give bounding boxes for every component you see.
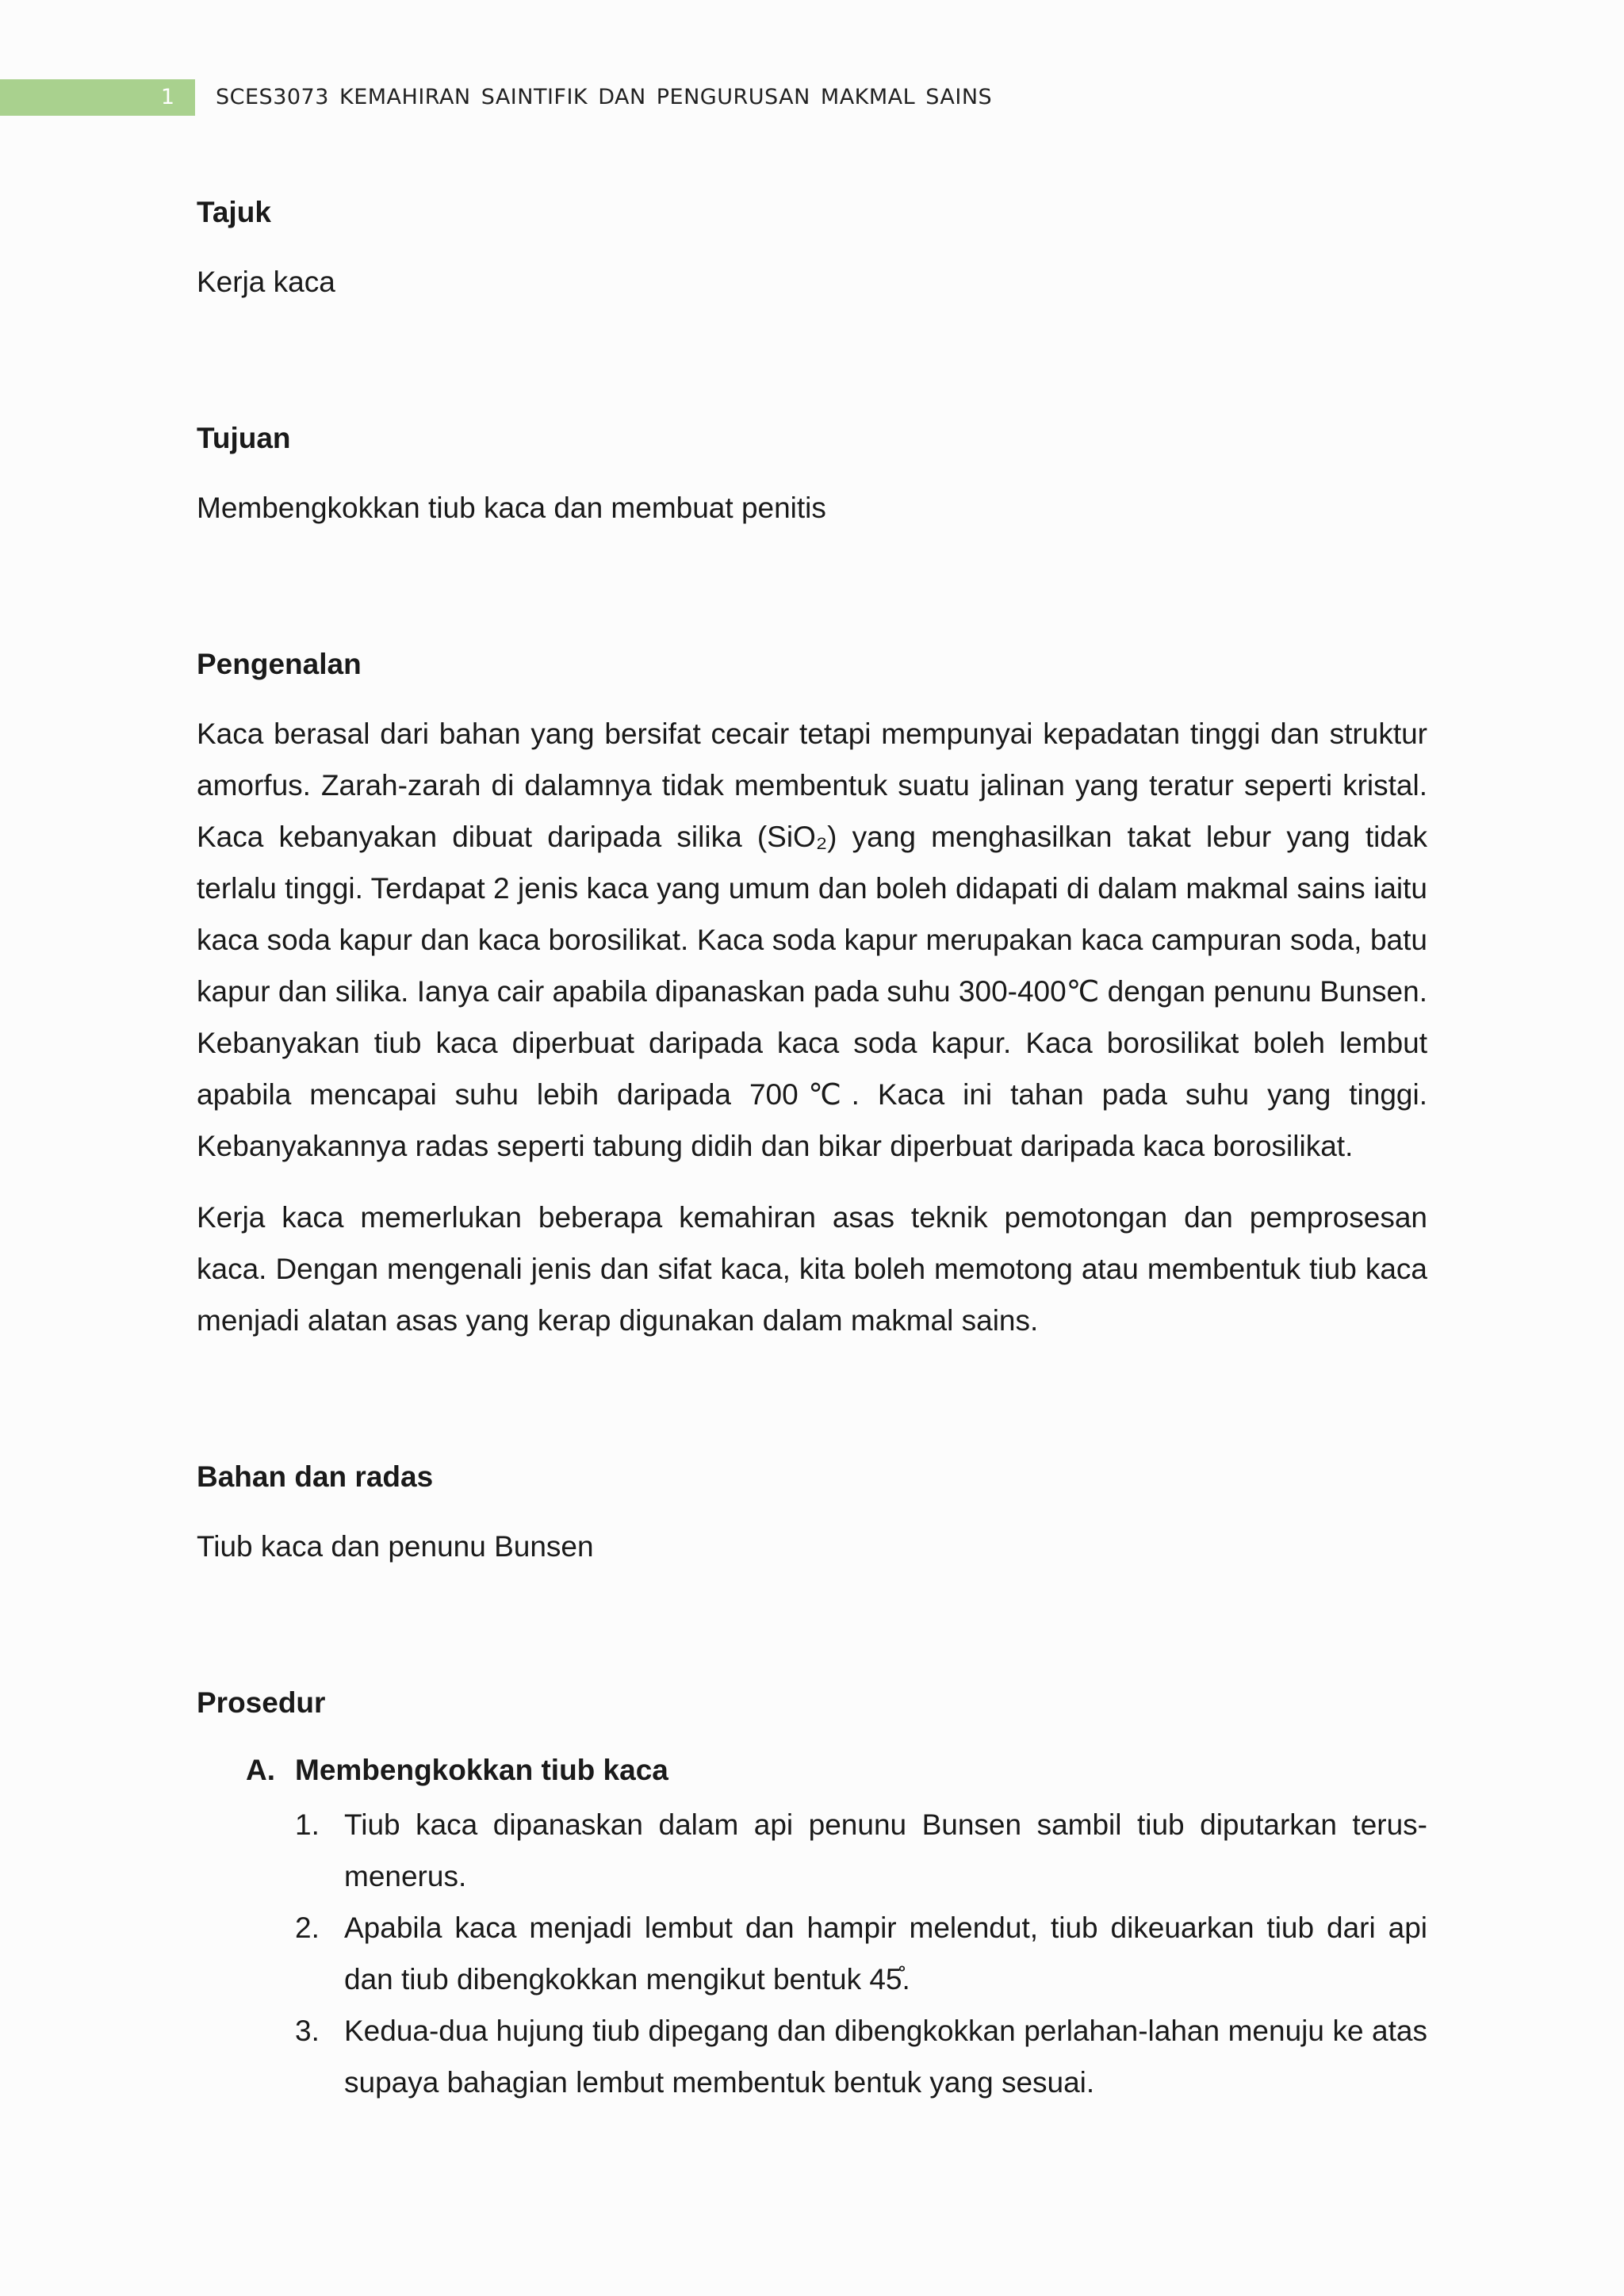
- document-body: [197, 189, 1427, 2108]
- procedure-part-a-marker: A.: [246, 1754, 275, 1786]
- procedure-step-text: Apabila kaca menjadi lembut dan hampir melendut, tiub dikeuarkan tiub dari api dan tiub dibengkokkan mengikut bentuk 45̊.: [344, 1911, 1427, 1996]
- spacer: [197, 308, 1427, 415]
- spacer: [197, 1172, 1427, 1192]
- section-heading-prosedur: Prosedur: [197, 1686, 326, 1719]
- procedure-part-a-title: Membengkokkan tiub kaca: [295, 1754, 668, 1786]
- section-heading-tajuk: Tajuk: [197, 196, 271, 228]
- section-heading-pengenalan: Pengenalan: [197, 648, 362, 680]
- spacer: [197, 1346, 1427, 1453]
- page-header: [0, 79, 1624, 116]
- course-title: SCES3073 KEMAHIRAN SAINTIFIK DAN PENGURUSAN MAKMAL SAINS: [216, 85, 993, 109]
- section-body-tujuan: Membengkokkan tiub kaca dan membuat penitis: [197, 492, 826, 524]
- procedure-step: [197, 2005, 1427, 2108]
- procedure-step-number: 2.: [295, 1911, 320, 1944]
- procedure-step: [197, 1902, 1427, 2005]
- procedure-part-a-heading: [197, 1747, 1427, 1794]
- procedure-step: [197, 1799, 1427, 1902]
- section-tajuk: [197, 189, 1427, 308]
- page-number: 1: [160, 85, 174, 109]
- pengenalan-paragraph-1: Kaca berasal dari bahan yang bersifat cecair tetapi mempunyai kepadatan tinggi dan struktur amorfus. Zarah-zarah di dalamnya tidak membentuk suatu jalinan yang teratur seperti kristal. Kaca kebanyakan dibuat daripada silika (SiO₂) yang menghasilkan takat lebur yang tidak terlalu tinggi. Terdapat 2 jenis kaca yang umum dan boleh didapati di dalam makmal sains iaitu kaca soda kapur dan kaca borosilikat. Kaca soda kapur merupakan kaca campuran soda, batu kapur dan silika. Ianya cair apabila dipanaskan pada suhu 300-400℃ dengan penunu Bunsen. Kebanyakan tiub kaca diperbuat daripada kaca soda kapur. Kaca borosilikat boleh lembut apabila mencapai suhu lebih daripada 700℃. Kaca ini tahan pada suhu yang tinggi. Kebanyakannya radas seperti tabung didih dan bikar diperbuat daripada kaca borosilikat.: [197, 718, 1427, 1162]
- section-bahan-dan-radas: [197, 1453, 1427, 1572]
- spacer: [197, 534, 1427, 641]
- section-heading-bahan-dan-radas: Bahan dan radas: [197, 1460, 434, 1493]
- section-heading-tujuan: Tujuan: [197, 422, 291, 454]
- procedure-step-number: 1.: [295, 1808, 320, 1841]
- procedure-step-number: 3.: [295, 2015, 320, 2047]
- spacer: [197, 1572, 1427, 1679]
- section-prosedur: [197, 1679, 1427, 2108]
- pengenalan-paragraph-2: Kerja kaca memerlukan beberapa kemahiran asas teknik pemotongan dan pemprosesan kaca. Dengan mengenali jenis dan sifat kaca, kita boleh memotong atau membentuk tiub kaca menjadi alatan asas yang kerap digunakan dalam makmal sains.: [197, 1201, 1427, 1337]
- procedure-step-text: Kedua-dua hujung tiub dipegang dan dibengkokkan perlahan-lahan menuju ke atas supaya bahagian lembut membentuk bentuk yang sesuai.: [344, 2015, 1427, 2099]
- section-body-bahan-dan-radas: Tiub kaca dan penunu Bunsen: [197, 1530, 594, 1563]
- procedure-step-text: Tiub kaca dipanaskan dalam api penunu Bunsen sambil tiub diputarkan terus-menerus.: [344, 1808, 1427, 1892]
- page-number-tab: [0, 79, 195, 116]
- procedure-steps-list: [197, 1799, 1427, 2108]
- section-body-tajuk: Kerja kaca: [197, 266, 335, 298]
- section-pengenalan: [197, 641, 1427, 1346]
- section-tujuan: [197, 415, 1427, 534]
